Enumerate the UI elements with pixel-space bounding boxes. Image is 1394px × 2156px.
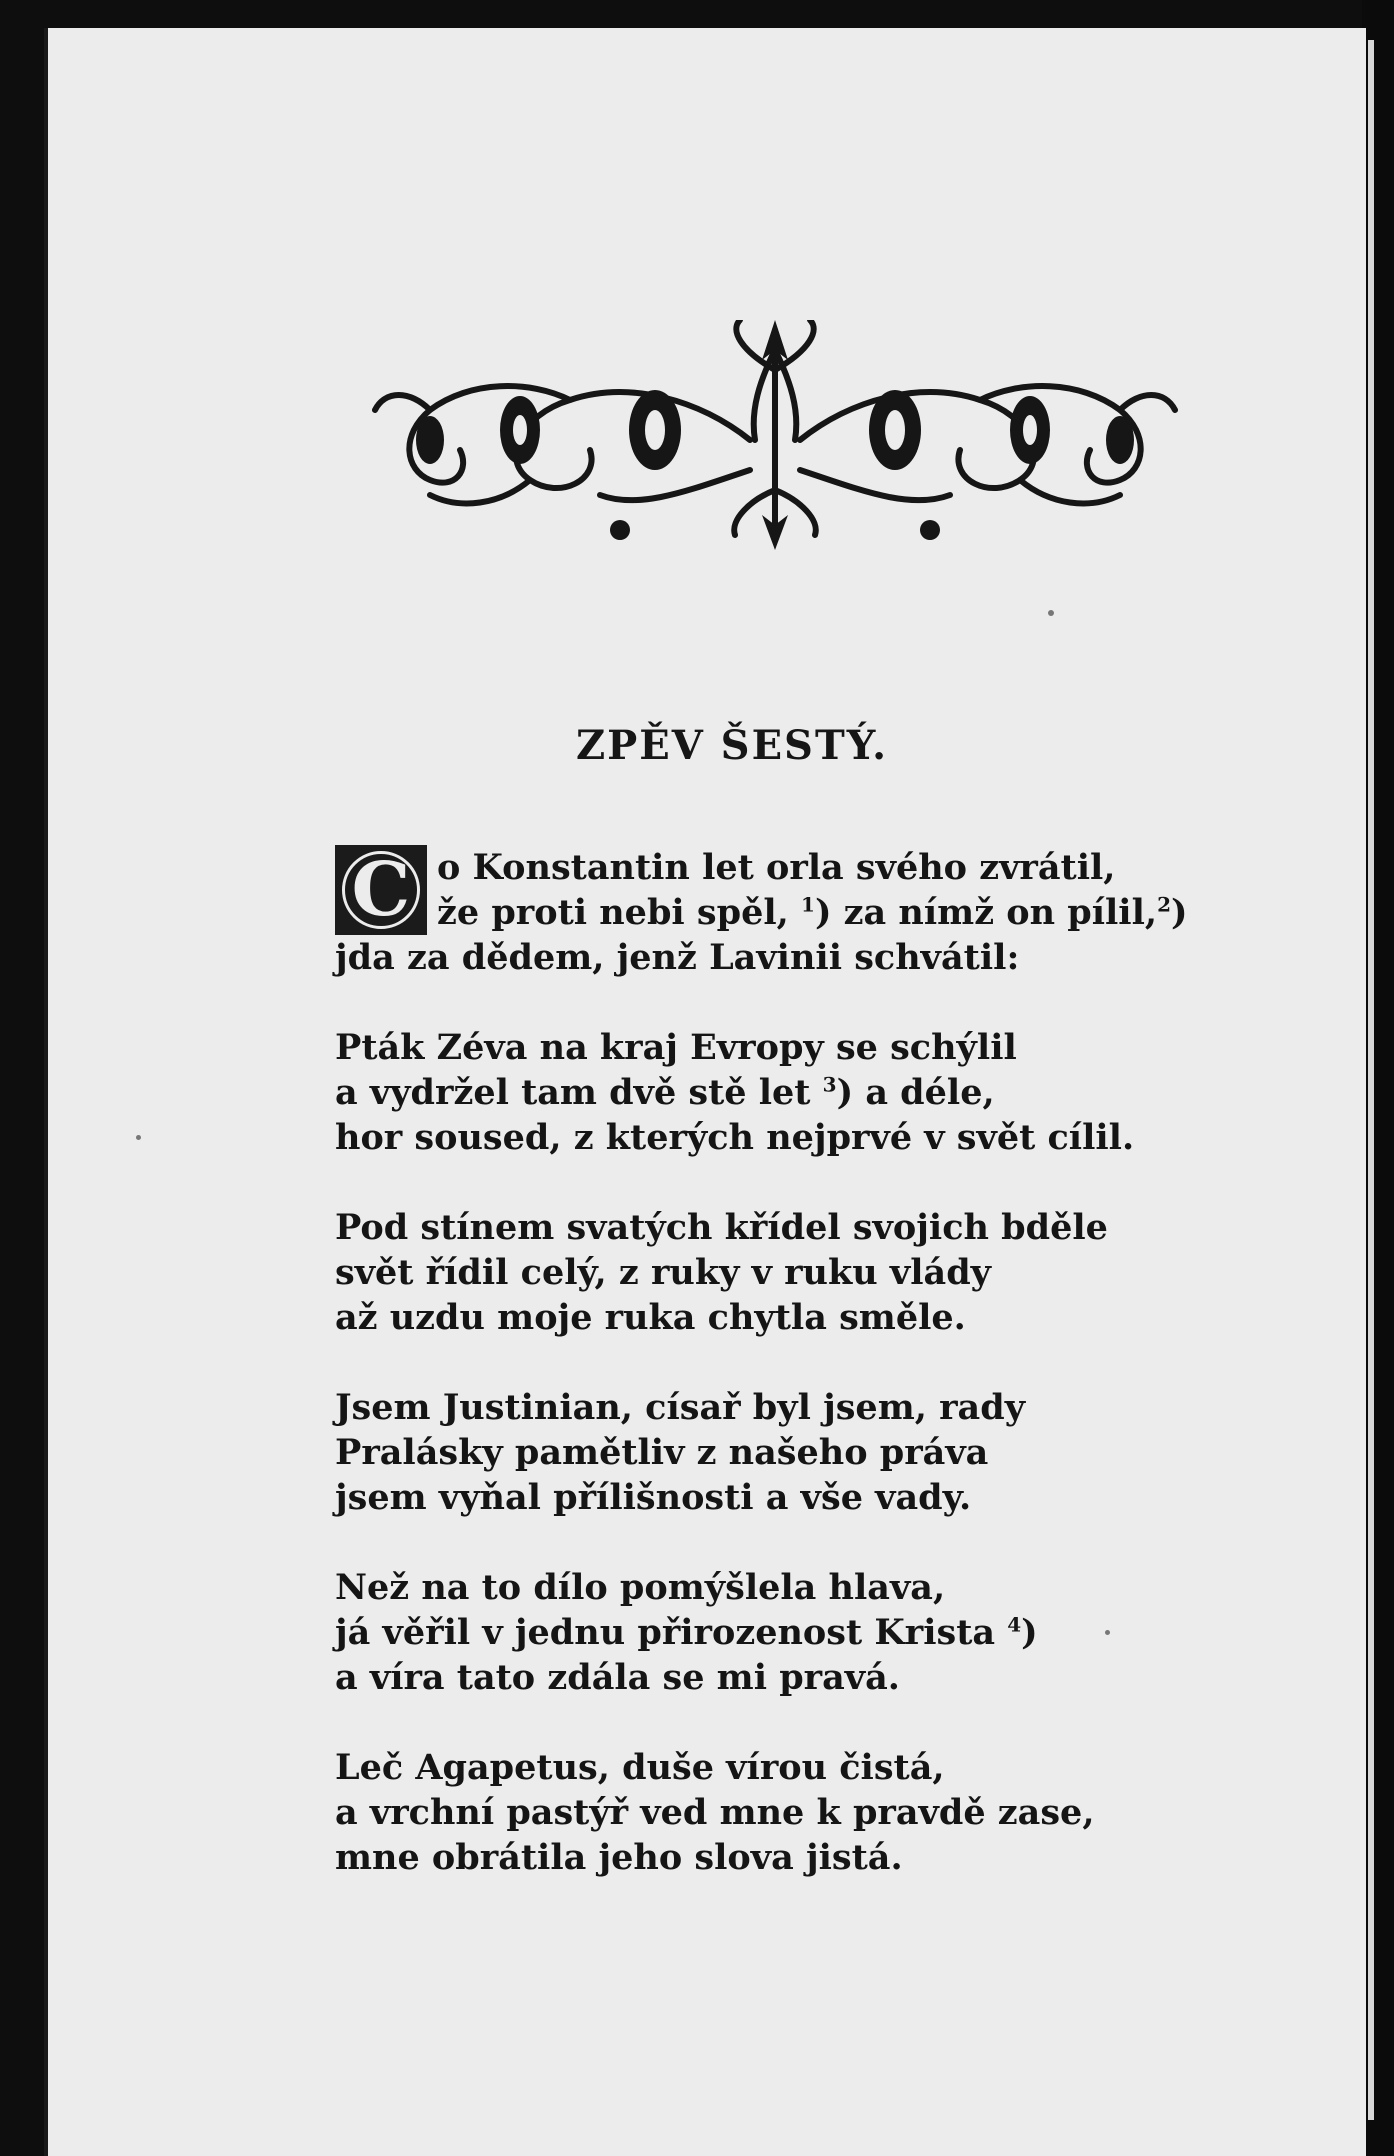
stanza — [335, 845, 1235, 980]
verse-line: Než na to dílo pomýšlela hlava, — [335, 1567, 946, 1608]
scan-edge-line — [1368, 40, 1374, 2120]
verse-line: Pták Zéva na kraj Evropy se schýlil — [335, 1027, 1017, 1068]
canto-title: ZPĚV ŠESTÝ. — [575, 722, 889, 769]
footnote-marker: 3 — [822, 1072, 837, 1097]
verse-line: Leč Agapetus, duše vírou čistá, — [335, 1747, 945, 1788]
verse-fragment: ) — [1021, 1612, 1038, 1653]
floral-headpiece-ornament-icon — [370, 320, 1180, 550]
verse-line — [335, 890, 1235, 935]
scan-edge — [1362, 0, 1394, 2156]
stanza — [335, 1385, 1235, 1520]
verse-line: svět řídil celý, z ruky v ruku vlády — [335, 1252, 992, 1293]
verse-fragment: ) a déle, — [836, 1072, 995, 1113]
verse-fragment: já věřil v jednu přirozenost Krista — [335, 1612, 1008, 1653]
stanza — [335, 1745, 1235, 1880]
verse-line: Jsem Justinian, císař byl jsem, rady — [335, 1387, 1026, 1428]
paper-speck — [1105, 1630, 1110, 1635]
stanza — [335, 1565, 1235, 1700]
verse-line: až uzdu moje ruka chytla směle. — [335, 1297, 966, 1338]
stanza — [335, 1025, 1235, 1160]
stanza — [335, 1205, 1235, 1340]
verse-line: jsem vyňal přílišnosti a vše vady. — [335, 1477, 972, 1518]
verse-line: a víra tato zdála se mi pravá. — [335, 1657, 900, 1698]
verse-line: jda za dědem, jenž Lavinii schvátil: — [335, 937, 1020, 978]
verse-line: Pralásky pamětliv z našeho práva — [335, 1432, 989, 1473]
drop-cap-letter: C — [342, 851, 420, 929]
verse-fragment: že proti nebi spěl, — [437, 892, 802, 933]
footnote-marker: 4 — [1007, 1612, 1022, 1637]
verse-line: mne obrátila jeho slova jistá. — [335, 1837, 903, 1878]
poem-text — [335, 845, 1235, 1925]
verse-line — [335, 1070, 1235, 1115]
drop-cap — [335, 845, 427, 935]
verse-fragment: ) za nímž on pílil, — [814, 892, 1158, 933]
paper-speck — [136, 1135, 141, 1140]
verse-fragment: ) — [1171, 892, 1188, 933]
paper-speck — [1048, 610, 1054, 616]
verse-line: a vrchní pastýř ved mne k pravdě zase, — [335, 1792, 1095, 1833]
verse-line: o Konstantin let orla svého zvrátil, — [437, 847, 1116, 888]
verse-fragment: a vydržel tam dvě stě let — [335, 1072, 823, 1113]
footnote-marker: 1 — [801, 892, 815, 917]
verse-line — [335, 1610, 1235, 1655]
verse-line: Pod stínem svatých křídel svojich bděle — [335, 1207, 1108, 1248]
verse-line: hor soused, z kterých nejprvé v svět cílil. — [335, 1117, 1135, 1158]
footnote-marker: 2 — [1157, 892, 1171, 917]
